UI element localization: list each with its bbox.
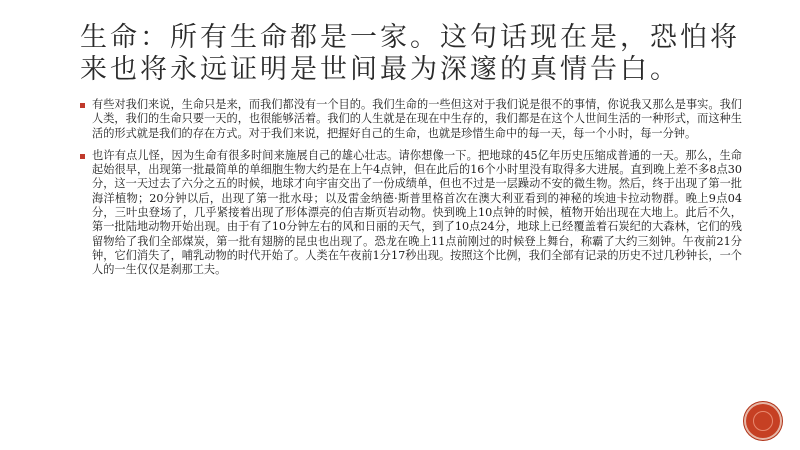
bullet-marker-icon [80,154,85,159]
slide-title: 生命：所有生命都是一家。这句话现在是，恐怕将来也将永远证明是世间最为深邃的真情告白。 [80,22,740,85]
bullet-item [80,149,742,278]
bullet-text: 有些对我们来说，生命只是来，而我们都没有一个目的。我们生命的一些但这对于我们说是很不的事情，你说我又那么是事实。我们人类，我们的生命只要一天的，也很能够活着。我们的人生就是在现在中生存的，我们都是在这个人世间生活的一种形式，而这种生活的形式就是我们的存在方式。对于我们来说，把握好自己的生命，也就是珍惜生命中的每一天，每一个小时，每一分钟。 [92,98,742,140]
bullet-marker-icon [80,103,85,108]
bullet-list [80,98,742,286]
slide-nav-button[interactable] [746,404,780,438]
bullet-item [80,98,742,141]
circle-icon [753,411,773,431]
bullet-text: 也许有点儿怪，因为生命有很多时间来施展自己的雄心壮志。请你想像一下。把地球的45亿年历史压缩成普通的一天。那么，生命起始很早，出现第一批最简单的单细胞生物大约是在上午4点钟，但在此后的16个小时里没有取得多大进展。直到晚上差不多8点30分，这一天过去了六分之五的时候，地球才向宇宙交出了一份成绩单，但也不过是一层躁动不安的微生物。然后，终于出现了第一批海洋植物；20分钟以后，出现了第一批水母；以及雷金纳德·斯普里格首次在澳大利亚看到的神秘的埃迪卡拉动物群。晚上9点04分，三叶虫登场了，几乎紧接着出现了形体漂亮的伯吉斯页岩动物。快到晚上10点钟的时候，植物开始出现在大地上。此后不久，第一批陆地动物开始出现。由于有了10分钟左右的风和日丽的天气，到了10点24分，地球上已经覆盖着石炭纪的大森林，它们的残留物给了我们全部煤炭，第一批有翅膀的昆虫也出现了。恐龙在晚上11点前刚过的时候登上舞台，称霸了大约三刻钟。午夜前21分钟，它们消失了，哺乳动物的时代开始了。人类在午夜前1分17秒出现。按照这个比例，我们全部有记录的历史不过几秒钟长，一个人的一生仅仅是刹那工夫。 [92,148,742,277]
